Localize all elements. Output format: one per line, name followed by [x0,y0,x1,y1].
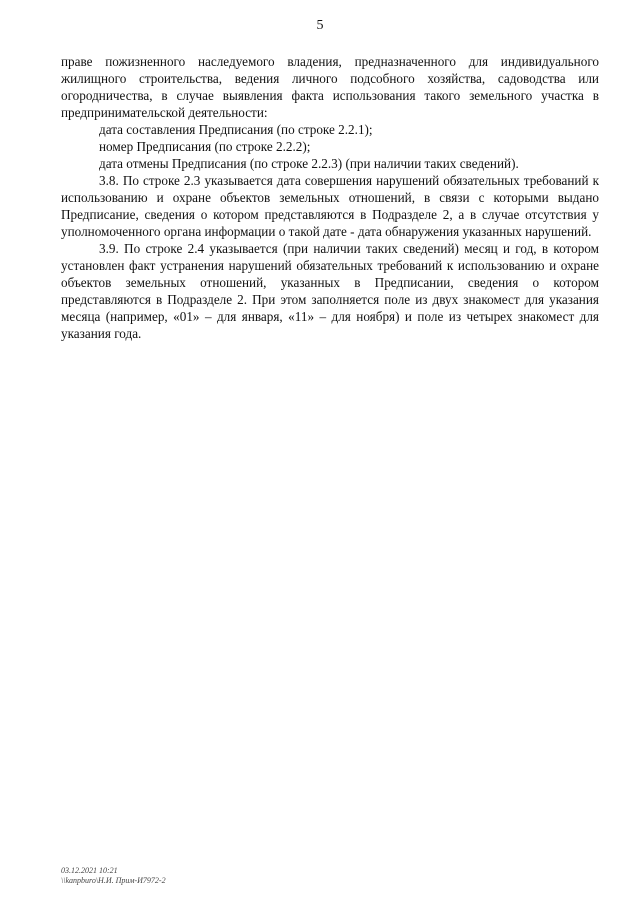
list-item-date-issued: дата составления Предписания (по строке 2.2.1); [99,122,373,137]
page-number: 5 [316,18,324,33]
footer-file-path: \\kanpburo\Н.И. Прим-И7972-2 [61,876,166,885]
intro-paragraph: праве пожизненного наследуемого владения, предназначенного для индивидуального жилищного строительства, ведения личного подсобного хозяйства, садоводства или огородничества, в случае выявления факта использования такого земельного участка в предпринимательской деятельности: [61,54,599,120]
list-item-number: номер Предписания (по строке 2.2.2); [99,139,311,154]
list-item-date-cancelled: дата отмены Предписания (по строке 2.2.3) (при наличии таких сведений). [99,156,519,171]
section-3-9: 3.9. По строке 2.4 указывается (при наличии таких сведений) месяц и год, в котором установлен факт устранения нарушений обязательных требований к использованию и охране объектов земельных отношений, указанных в Предписании, сведения о котором представляются в Подразделе 2. При этом заполняется поле из двух знакомест для указания месяца (например, «01» – для января, «11» – для ноября) и поле из четырех знакомест для указания года. [61,241,599,341]
section-3-8: 3.8. По строке 2.3 указывается дата совершения нарушений обязательных требований к использованию и охране объектов земельных отношений, в связи с которыми выдано Предписание, сведения о котором представляются в Подразделе 2, а в случае отсутствия у уполномоченного органа информации о такой дате - дата обнаружения указанных нарушений. [61,173,599,239]
footer-timestamp: 03.12.2021 10:21 [61,866,118,875]
document-footer [61,866,166,886]
document-body [61,53,599,342]
